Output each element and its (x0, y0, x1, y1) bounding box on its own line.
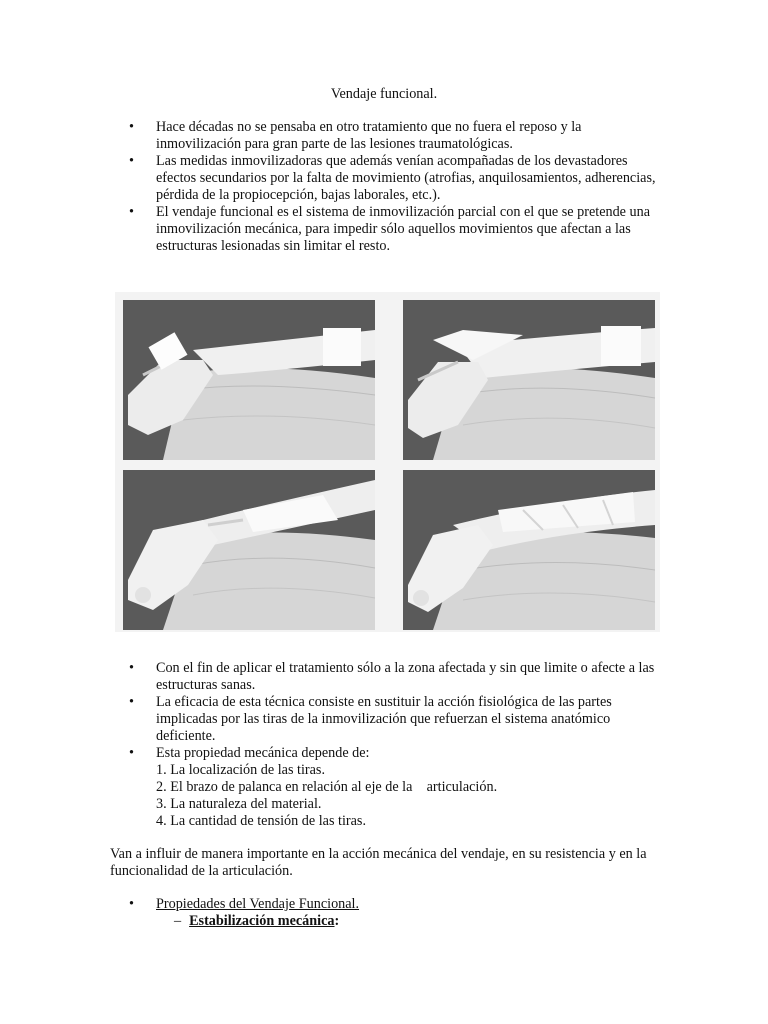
bullet-icon: • (129, 896, 134, 912)
bullet-icon: • (129, 204, 134, 220)
list-item (127, 119, 667, 153)
list-item (127, 745, 667, 830)
bullet-icon: • (129, 660, 134, 676)
bullet-icon: • (129, 745, 134, 761)
subheading-label: Estabilización mecánica (189, 913, 335, 929)
factor-item: 1. La localización de las tiras. (156, 762, 325, 778)
list-item (127, 204, 667, 255)
factor-item: 3. La naturaleza del material. (156, 796, 322, 812)
bullet-text: La eficacia de esta técnica consiste en sustituir la acción fisiológica de las partes implicadas por las tiras de la inmovilización que refuerzan el sistema anatómico deficiente. (156, 694, 612, 744)
intro-bullet-list (127, 119, 667, 255)
bullet-icon: • (129, 694, 134, 710)
photo-step-4 (403, 470, 655, 630)
photo-step-2 (403, 300, 655, 460)
factor-item: 4. La cantidad de tensión de las tiras. (156, 813, 366, 829)
photo-step-3 (123, 470, 375, 630)
factor-item: 2. El brazo de palanca en relación al eje de la articulación. (156, 779, 498, 795)
bullet-icon: • (129, 153, 134, 169)
bullet-icon: • (129, 119, 134, 135)
bullet-text: El vendaje funcional es el sistema de inmovilización parcial con el que se pretende una inmovilización mecánica, para impedir sólo aquellos movimientos que afectan a las estructuras lesionadas sin limitar el resto. (156, 204, 651, 254)
bandage-photo-grid (115, 292, 660, 632)
list-item (127, 153, 667, 204)
bullet-text: Hace décadas no se pensaba en otro tratamiento que no fuera el reposo y la inmovilización para gran parte de las lesiones traumatológicas. (156, 119, 582, 152)
subheading-colon: : (334, 913, 340, 929)
bullet-text: Con el fin de aplicar el tratamiento sólo a la zona afectada y sin que limite o afecte a las estructuras sanas. (156, 660, 655, 693)
body-paragraph: Van a influir de manera importante en la acción mecánica del vendaje, en su resistencia y en la funcionalidad de la articulación. (110, 846, 647, 879)
subheading (174, 913, 339, 930)
photo-step-1 (123, 300, 375, 460)
dash-icon: – (174, 913, 182, 929)
document-title: Vendaje funcional. (330, 86, 438, 102)
list-item (127, 694, 667, 745)
bullet-text: Esta propiedad mecánica depende de: (156, 745, 370, 761)
mid-bullet-list (127, 660, 667, 830)
properties-heading: Propiedades del Vendaje Funcional. (156, 896, 360, 912)
list-item (127, 660, 667, 694)
bullet-text: Las medidas inmovilizadoras que además venían acompañadas de los devastadores efectos secundarios por la falta de movimiento (atrofias, anquilosamientos, adherencias, pérdida de la propiocepción, bajas laborales, etc.). (156, 153, 656, 203)
